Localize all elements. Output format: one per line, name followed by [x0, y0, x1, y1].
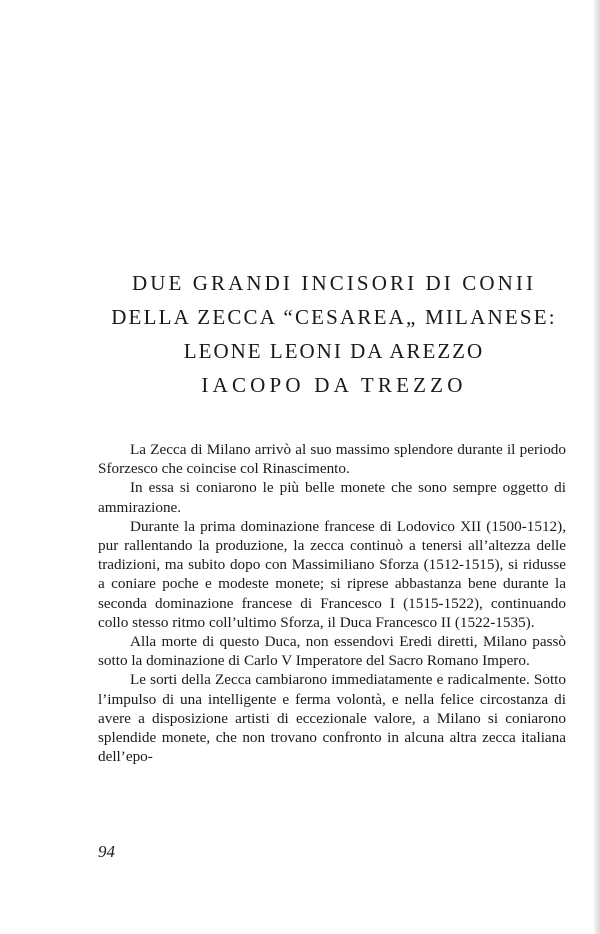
title-line-4: IACOPO DA TREZZO [201, 373, 467, 397]
title-line-2: DELLA ZECCA “CESAREA„ MILANESE: [111, 305, 557, 329]
page-number: 94 [98, 842, 115, 861]
paragraph-2: In essa si coniarono le più belle monete che sono sempre oggetto di ammirazione. [98, 479, 566, 516]
chapter-title [96, 266, 572, 402]
paragraph-1: La Zecca di Milano arrivò al suo massimo splendore durante il periodo Sforzesco che coincise col Rinascimento. [98, 441, 566, 478]
paragraph-4: Alla morte di questo Duca, non essendovi Eredi diretti, Milano passò sotto la dominazione di Carlo V Imperatore del Sacro Romano Impero. [98, 633, 566, 670]
title-line-1: DUE GRANDI INCISORI DI CONII [131, 271, 537, 295]
paragraph-3: Durante la prima dominazione francese di Lodovico XII (1500-1512), pur rallentando la produzione, la zecca continuò a tenersi all’altezza delle tradizioni, ma subito dopo con Massimiliano Sforza (1512-1515), si ridusse a coniare poche e modeste monete; si riprese abbastanza bene durante la seconda dominazione francese di Francesco I (1515-1522), continuando collo stesso ritmo coll’ultimo Sforza, il Duca Francesco II (1522-1535). [98, 517, 566, 631]
paragraph-5: Le sorti della Zecca cambiarono immediatamente e radicalmente. Sotto l’impulso di una intelligente e ferma volontà, e nella felice circostanza di avere a disposizione artisti di eccezionale valore, a Milano si coniarono splendide monete, che non trovano confronto in alcuna altra zecca italiana dell’epo- [98, 671, 566, 766]
title-line-3: LEONE LEONI DA AREZZO [183, 339, 485, 363]
body-text [98, 440, 566, 766]
page-edge-shadow [594, 0, 600, 934]
